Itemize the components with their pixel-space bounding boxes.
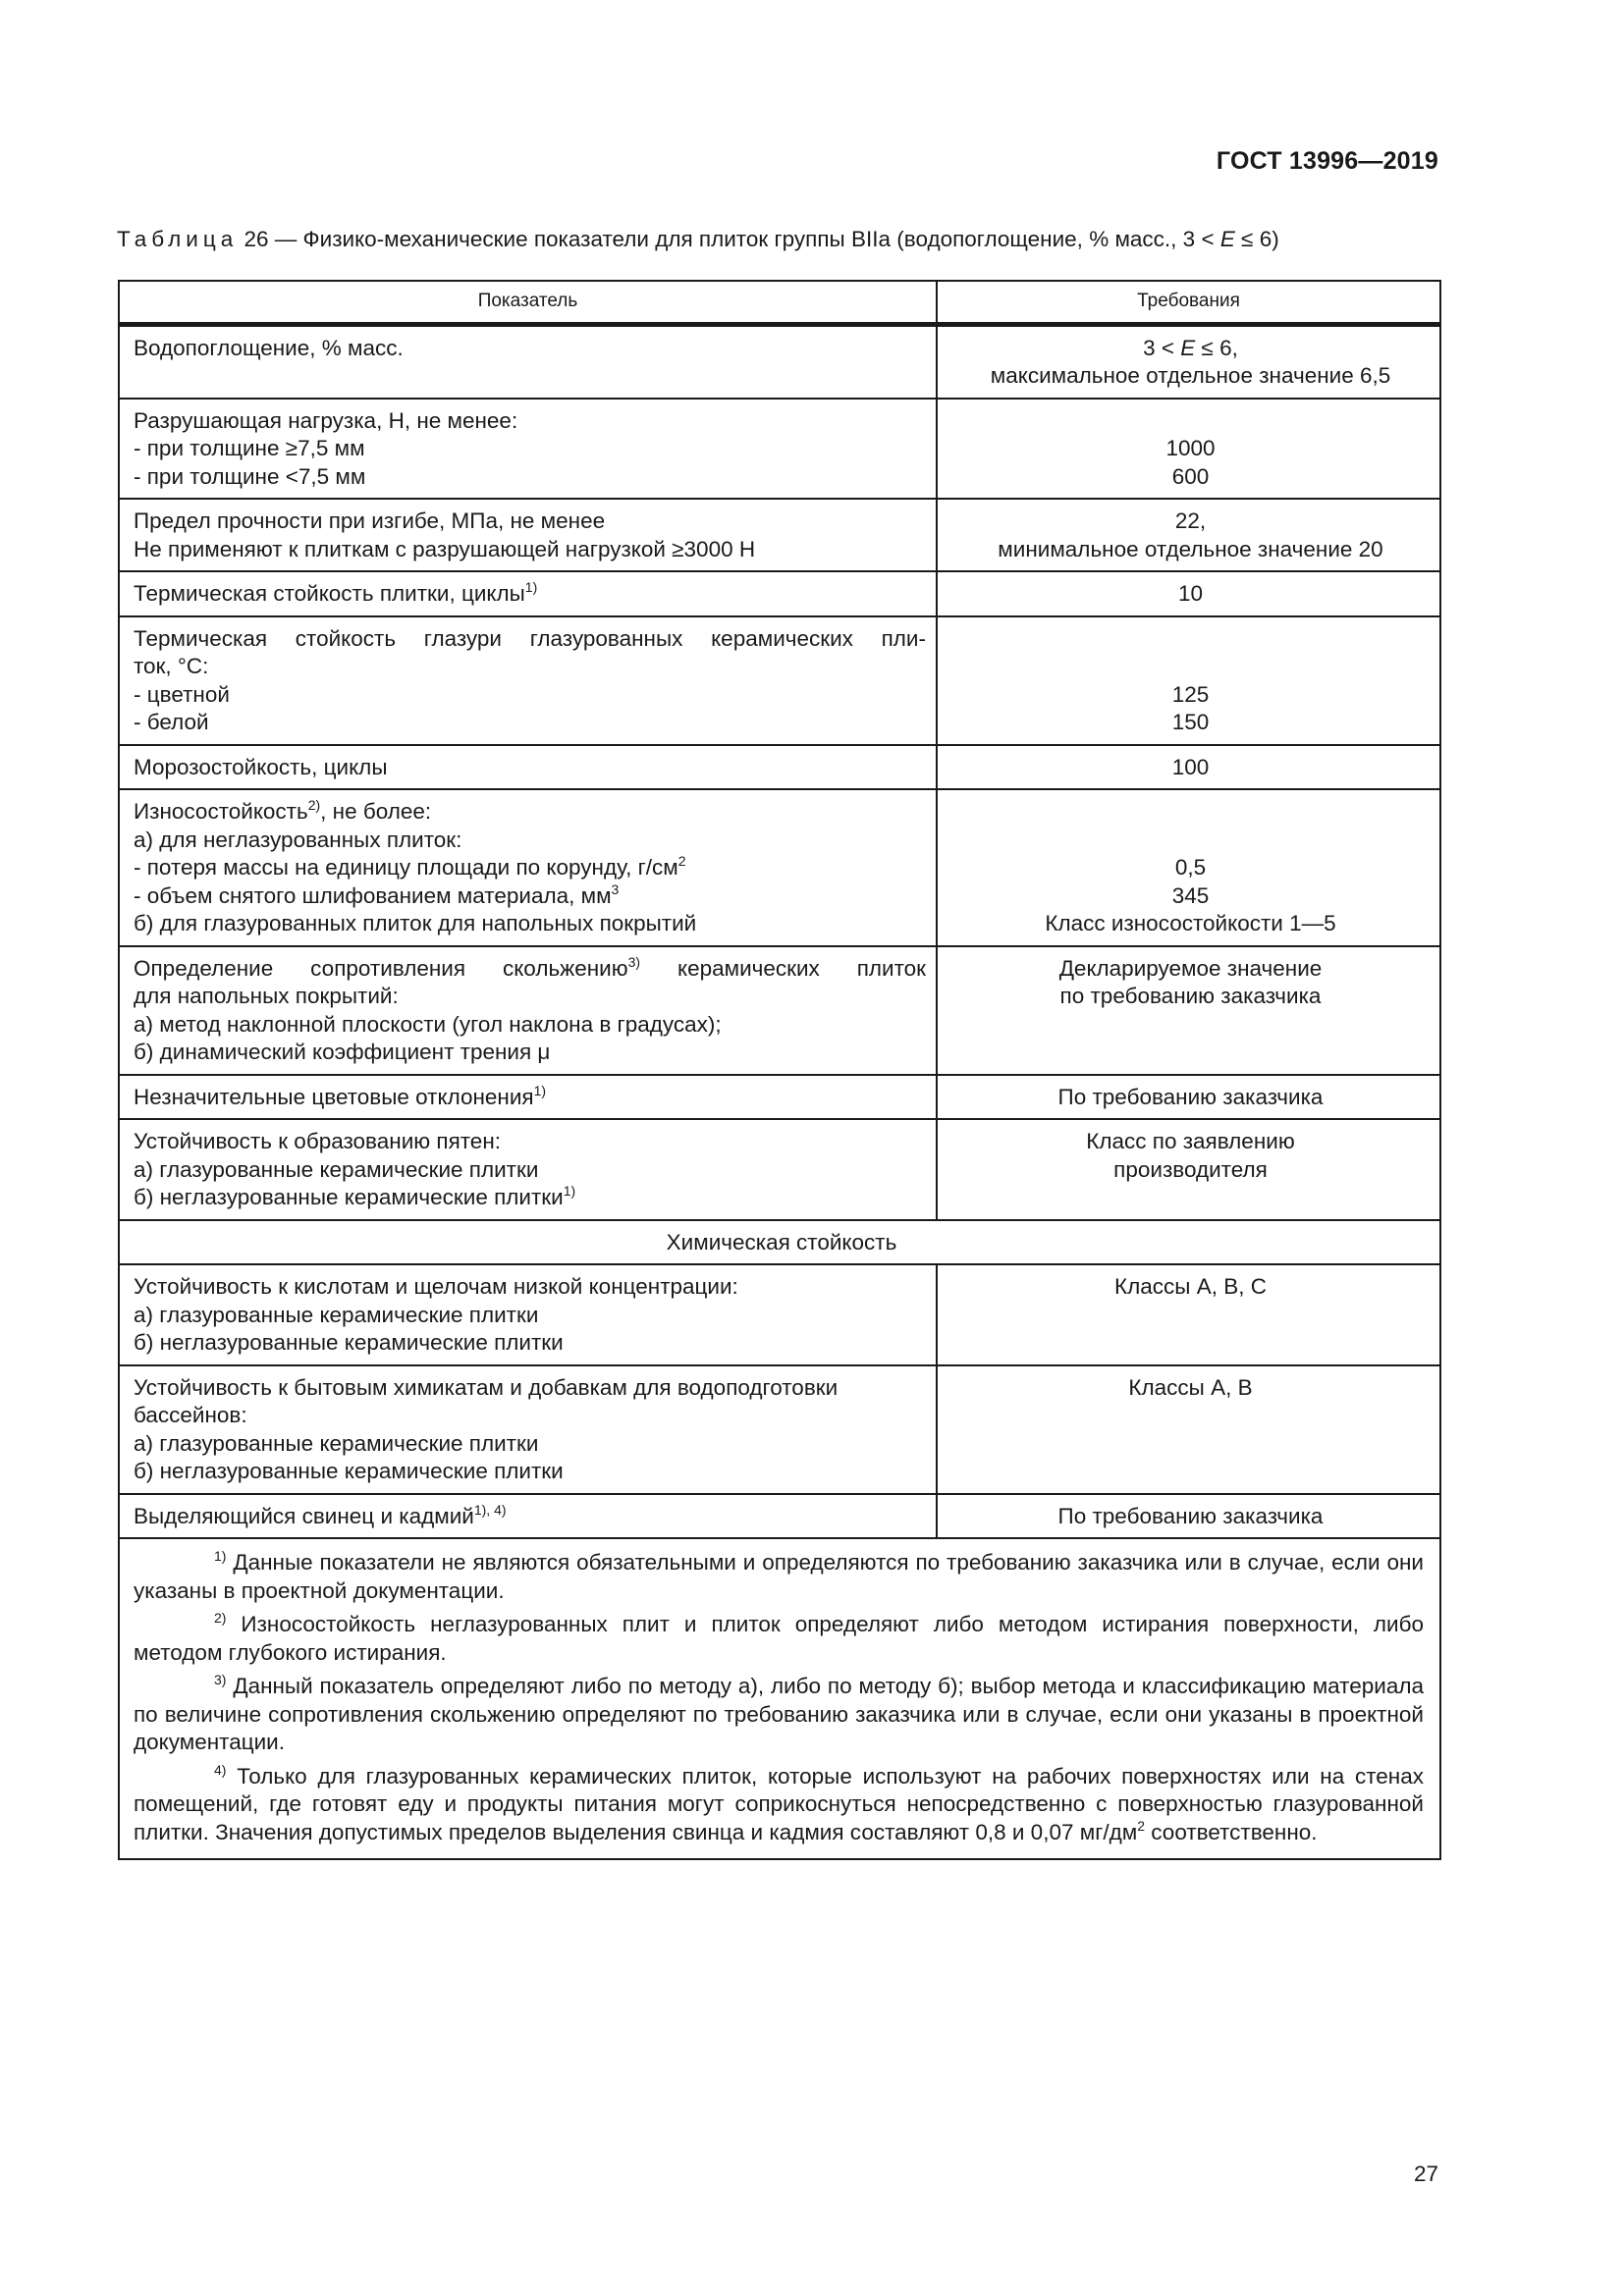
table-section-row: [119, 1220, 1440, 1265]
footnote-ref: 3): [627, 953, 641, 970]
row-requirement: 100: [937, 745, 1440, 790]
footnote-2: $^{2)}$ Износостойкость неглазурованных плит и плиток определяют либо методом истирания поверхности, либо методом глубокого истирания.: [134, 1610, 1424, 1665]
footnote-4: $^{4)}$ Только для глазурованных керамических плиток, которые используют на рабочих поверхностях или на стенах помещений, где готовят еду и продукты питания могут соприкоснуться непосредственно с поверхностью глазурованной плитки. Значения допустимых пределов выделения свинца и кадмия составляют 0,8 и 0,07 $мг/дм^2$ соответственно.: [134, 1761, 1424, 1844]
row-indicator: Разрушающая нагрузка, Н, не менее: - при толщине ≥7,5 мм - при толщине <7,5 мм: [119, 399, 937, 500]
row-indicator: Предел прочности при изгибе, МПа, не менее Не применяют к плиткам с разрушающей нагрузкой ≥3000 Н: [119, 499, 937, 571]
row-indicator: Морозостойкость, циклы: [119, 745, 937, 790]
table-row: [119, 1365, 1440, 1494]
row-indicator: Устойчивость к образованию пятен: а) глазурованные керамические плитки б) неглазурованные керамические плитки$^{1)}$: [119, 1119, 937, 1220]
row-requirement: Классы А, В, С: [937, 1264, 1440, 1365]
col-header-indicator: Показатель: [119, 281, 937, 324]
row-requirement: 0,5 345 Класс износостойкости 1—5: [937, 789, 1440, 946]
caption-text: 26 — Физико-механические показатели для плиток группы BIIa (водопоглощение, % масс., 3 <: [238, 227, 1220, 251]
table-header-row: [119, 281, 1440, 324]
table-row: [119, 789, 1440, 946]
row-requirement: 3 < E ≤ 6, максимальное отдельное значение 6,5: [937, 324, 1440, 399]
row-requirement: По требованию заказчика: [937, 1494, 1440, 1539]
footnote-ref: 1): [524, 579, 538, 595]
footnote-ref: 1): [533, 1082, 547, 1098]
col-header-requirements: Требования: [937, 281, 1440, 324]
row-requirement: Класс по заявлению производителя: [937, 1119, 1440, 1220]
row-indicator: Незначительные цветовые отклонения$^{1)}$: [119, 1075, 937, 1120]
table-row: [119, 1119, 1440, 1220]
section-title: Химическая стойкость: [119, 1220, 1440, 1265]
table-caption: [117, 227, 1279, 252]
row-indicator: Устойчивость к кислотам и щелочам низкой концентрации: а) глазурованные керамические плитки б) неглазурованные керамические плитки: [119, 1264, 937, 1365]
row-indicator: Водопоглощение, % масс.: [119, 324, 937, 399]
caption-var: E: [1219, 227, 1235, 251]
row-indicator: Устойчивость к бытовым химикатам и добавкам для водоподготовки бассейнов: а) глазурованные керамические плитки б) неглазурованные керамические плитки: [119, 1365, 937, 1494]
row-requirement: 10: [937, 571, 1440, 616]
footnote-ref: 2): [307, 797, 321, 813]
row-requirement: 22, минимальное отдельное значение 20: [937, 499, 1440, 571]
table-row: [119, 616, 1440, 745]
row-indicator: Выделяющийся свинец и кадмий$^{1), 4)}$: [119, 1494, 937, 1539]
table-row: [119, 571, 1440, 616]
row-requirement: Классы А, В: [937, 1365, 1440, 1494]
row-requirement: По требованию заказчика: [937, 1075, 1440, 1120]
table-row: [119, 1494, 1440, 1539]
table-row: [119, 745, 1440, 790]
table-row: [119, 399, 1440, 500]
footnote-ref: 1), 4): [473, 1501, 507, 1518]
row-requirement: 125 150: [937, 616, 1440, 745]
doc-code: ГОСТ 13996—2019: [1216, 147, 1438, 175]
footnote-ref: 1): [563, 1183, 576, 1199]
row-indicator: Определение сопротивления скольжению$^{3)}$ керамических плиток для напольных покрытий: а) метод наклонной плоскости (угол наклона в градусах); б) динамический коэффициент трения μ: [119, 946, 937, 1075]
row-requirement: Декларируемое значение по требованию заказчика: [937, 946, 1440, 1075]
caption-end: ≤ 6): [1234, 227, 1279, 251]
footnote-3: $^{3)}$ Данный показатель определяют либо по методу а), либо по методу б); выбор метода и классификацию материала по величине сопротивления скольжению определяют по требованию заказчика или в случае, если они указаны в проектной документации.: [134, 1672, 1424, 1754]
row-indicator: Термическая стойкость глазури глазурованных керамических пли- ток, °С: - цветной - белой: [119, 616, 937, 745]
row-requirement: 1000 600: [937, 399, 1440, 500]
footnote-1: $^{1)}$ Данные показатели не являются обязательными и определяются по требованию заказчика или в случае, если они указаны в проектной документации.: [134, 1548, 1424, 1603]
row-indicator: Износостойкость$^{2)}$, не более: а) для неглазурованных плиток: - потеря массы на единицу площади по корунду, $г/см^2$ - объем снятого шлифованием материала, $мм^3$ б) для глазурованных плиток для напольных покрытий: [119, 789, 937, 946]
caption-label: Таблица: [117, 227, 239, 251]
table-notes: [119, 1538, 1440, 1859]
table-row: [119, 499, 1440, 571]
table-row: [119, 324, 1440, 399]
table-notes-row: [119, 1538, 1440, 1859]
row-indicator: Термическая стойкость плитки, циклы$^{1)}$: [119, 571, 937, 616]
table-row: [119, 946, 1440, 1075]
spec-table: [118, 280, 1441, 1860]
page-number: 27: [1413, 2162, 1438, 2186]
table-row: [119, 1264, 1440, 1365]
table-row: [119, 1075, 1440, 1120]
